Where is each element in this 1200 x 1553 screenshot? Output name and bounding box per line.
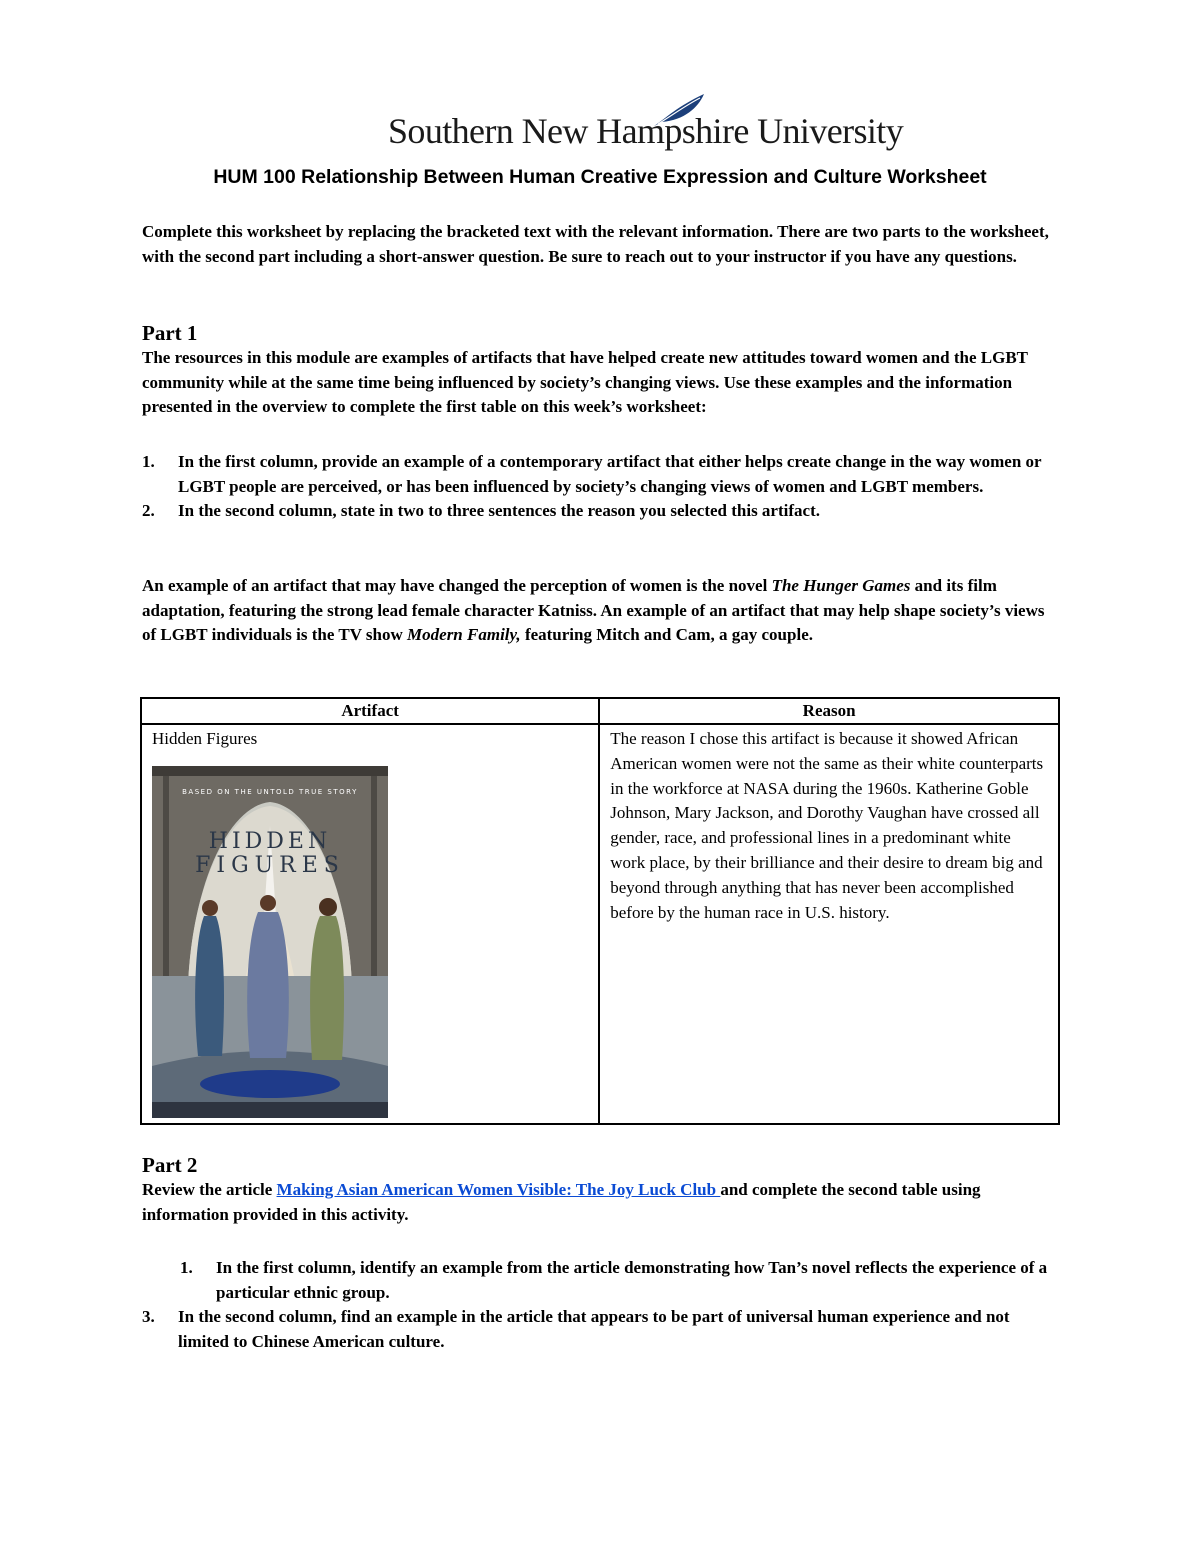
list-text: In the first column, identify an example from the article demonstrating how Tan’s novel reflects the experience of a particular ethnic group. [216,1258,1048,1302]
example-text: and its film adaptation, featuring the strong lead female character Katniss. An example of an artifact that may help shape society’s views of LGBT individuals is the TV show [142,576,1045,645]
poster-title-line1: HIDDEN [208,828,332,854]
part2-heading: Part 2 [142,1153,198,1177]
artifact-column-header: Artifact [141,698,599,724]
worksheet-title: HUM 100 Relationship Between Human Creative Expression and Culture Worksheet [213,166,987,188]
example-text: featuring Mitch and Cam, a gay couple. [520,625,813,645]
part2-tail-text: and complete the second table using information provided in this activity. [142,1180,981,1224]
artifact-table [140,697,1060,1125]
list-text: In the first column, provide an example of a contemporary artifact that either helps create change in the way women or LGBT people are perceived, or has been influenced by society’s changing views of women and LGBT members. [178,452,1042,496]
example-title-hunger-games: The Hunger Games [771,576,911,595]
list-item [142,1305,1062,1354]
poster-tagline: BASED ON THE UNTOLD TRUE STORY [182,787,358,796]
part1-example-paragraph [142,574,1062,648]
part1-description: The resources in this module are examples of artifacts that have helped create new attitudes toward women and the LGBT community while at the same time being influenced by society’s changing views. Use these examples and the information presented in the overview to complete the first table on this week’s worksheet: [142,348,1028,417]
part2-description [142,1178,1062,1227]
reason-column-header: Reason [599,698,1059,724]
poster-artwork [152,766,388,1118]
poster-title-line2: FIGURES [195,852,345,878]
artifact-cell [141,724,599,1124]
example-title-modern-family: Modern Family, [407,625,521,645]
table-header-row [141,698,1059,724]
list-number: 1. [142,452,155,471]
list-item [142,1256,1062,1305]
list-item [142,450,1062,499]
table-row [141,724,1059,1124]
list-text: In the second column, state in two to three sentences the reason you selected this artifact. [178,501,820,521]
list-number: 1. [180,1258,193,1277]
list-number: 2. [142,501,155,521]
example-text: An example of an artifact that may have changed the perception of women is the novel [142,576,772,595]
hidden-figures-poster [152,766,388,1118]
university-logo [380,92,904,162]
list-item [142,499,1062,524]
intro-paragraph: Complete this worksheet by replacing the bracketed text with the relevant information. There are two parts to the worksheet, with the second part including a short-answer question. Be sure to reach out to your instructor if you have any questions. [142,222,1049,266]
joy-luck-club-article-link[interactable]: Making Asian American Women Visible: The Joy Luck Club [276,1180,721,1199]
part2-lead-text: Review the article [142,1180,277,1199]
university-name: Southern New Hampshire University [388,111,904,151]
artifact-name: Hidden Figures [152,729,258,748]
list-number: 3. [142,1307,155,1327]
part1-steps [142,450,1062,524]
part2-steps [142,1256,1062,1355]
reason-cell: The reason I chose this artifact is because it showed African American women were not the same as their white counterparts in the workforce at NASA during the 1960s. Katherine Goble Johnson, Mary Jackson, and Dorothy Vaughan have crossed all gender, race, and professional lines in a predominant white work place, by their brilliance and their desire to dream big and beyond through anything that has never been accomplished before by the human race in U.S. history. [599,724,1059,1124]
list-text: In the second column, find an example in the article that appears to be part of universal human experience and not limited to Chinese American culture. [178,1307,1010,1352]
part1-heading: Part 1 [142,321,198,345]
